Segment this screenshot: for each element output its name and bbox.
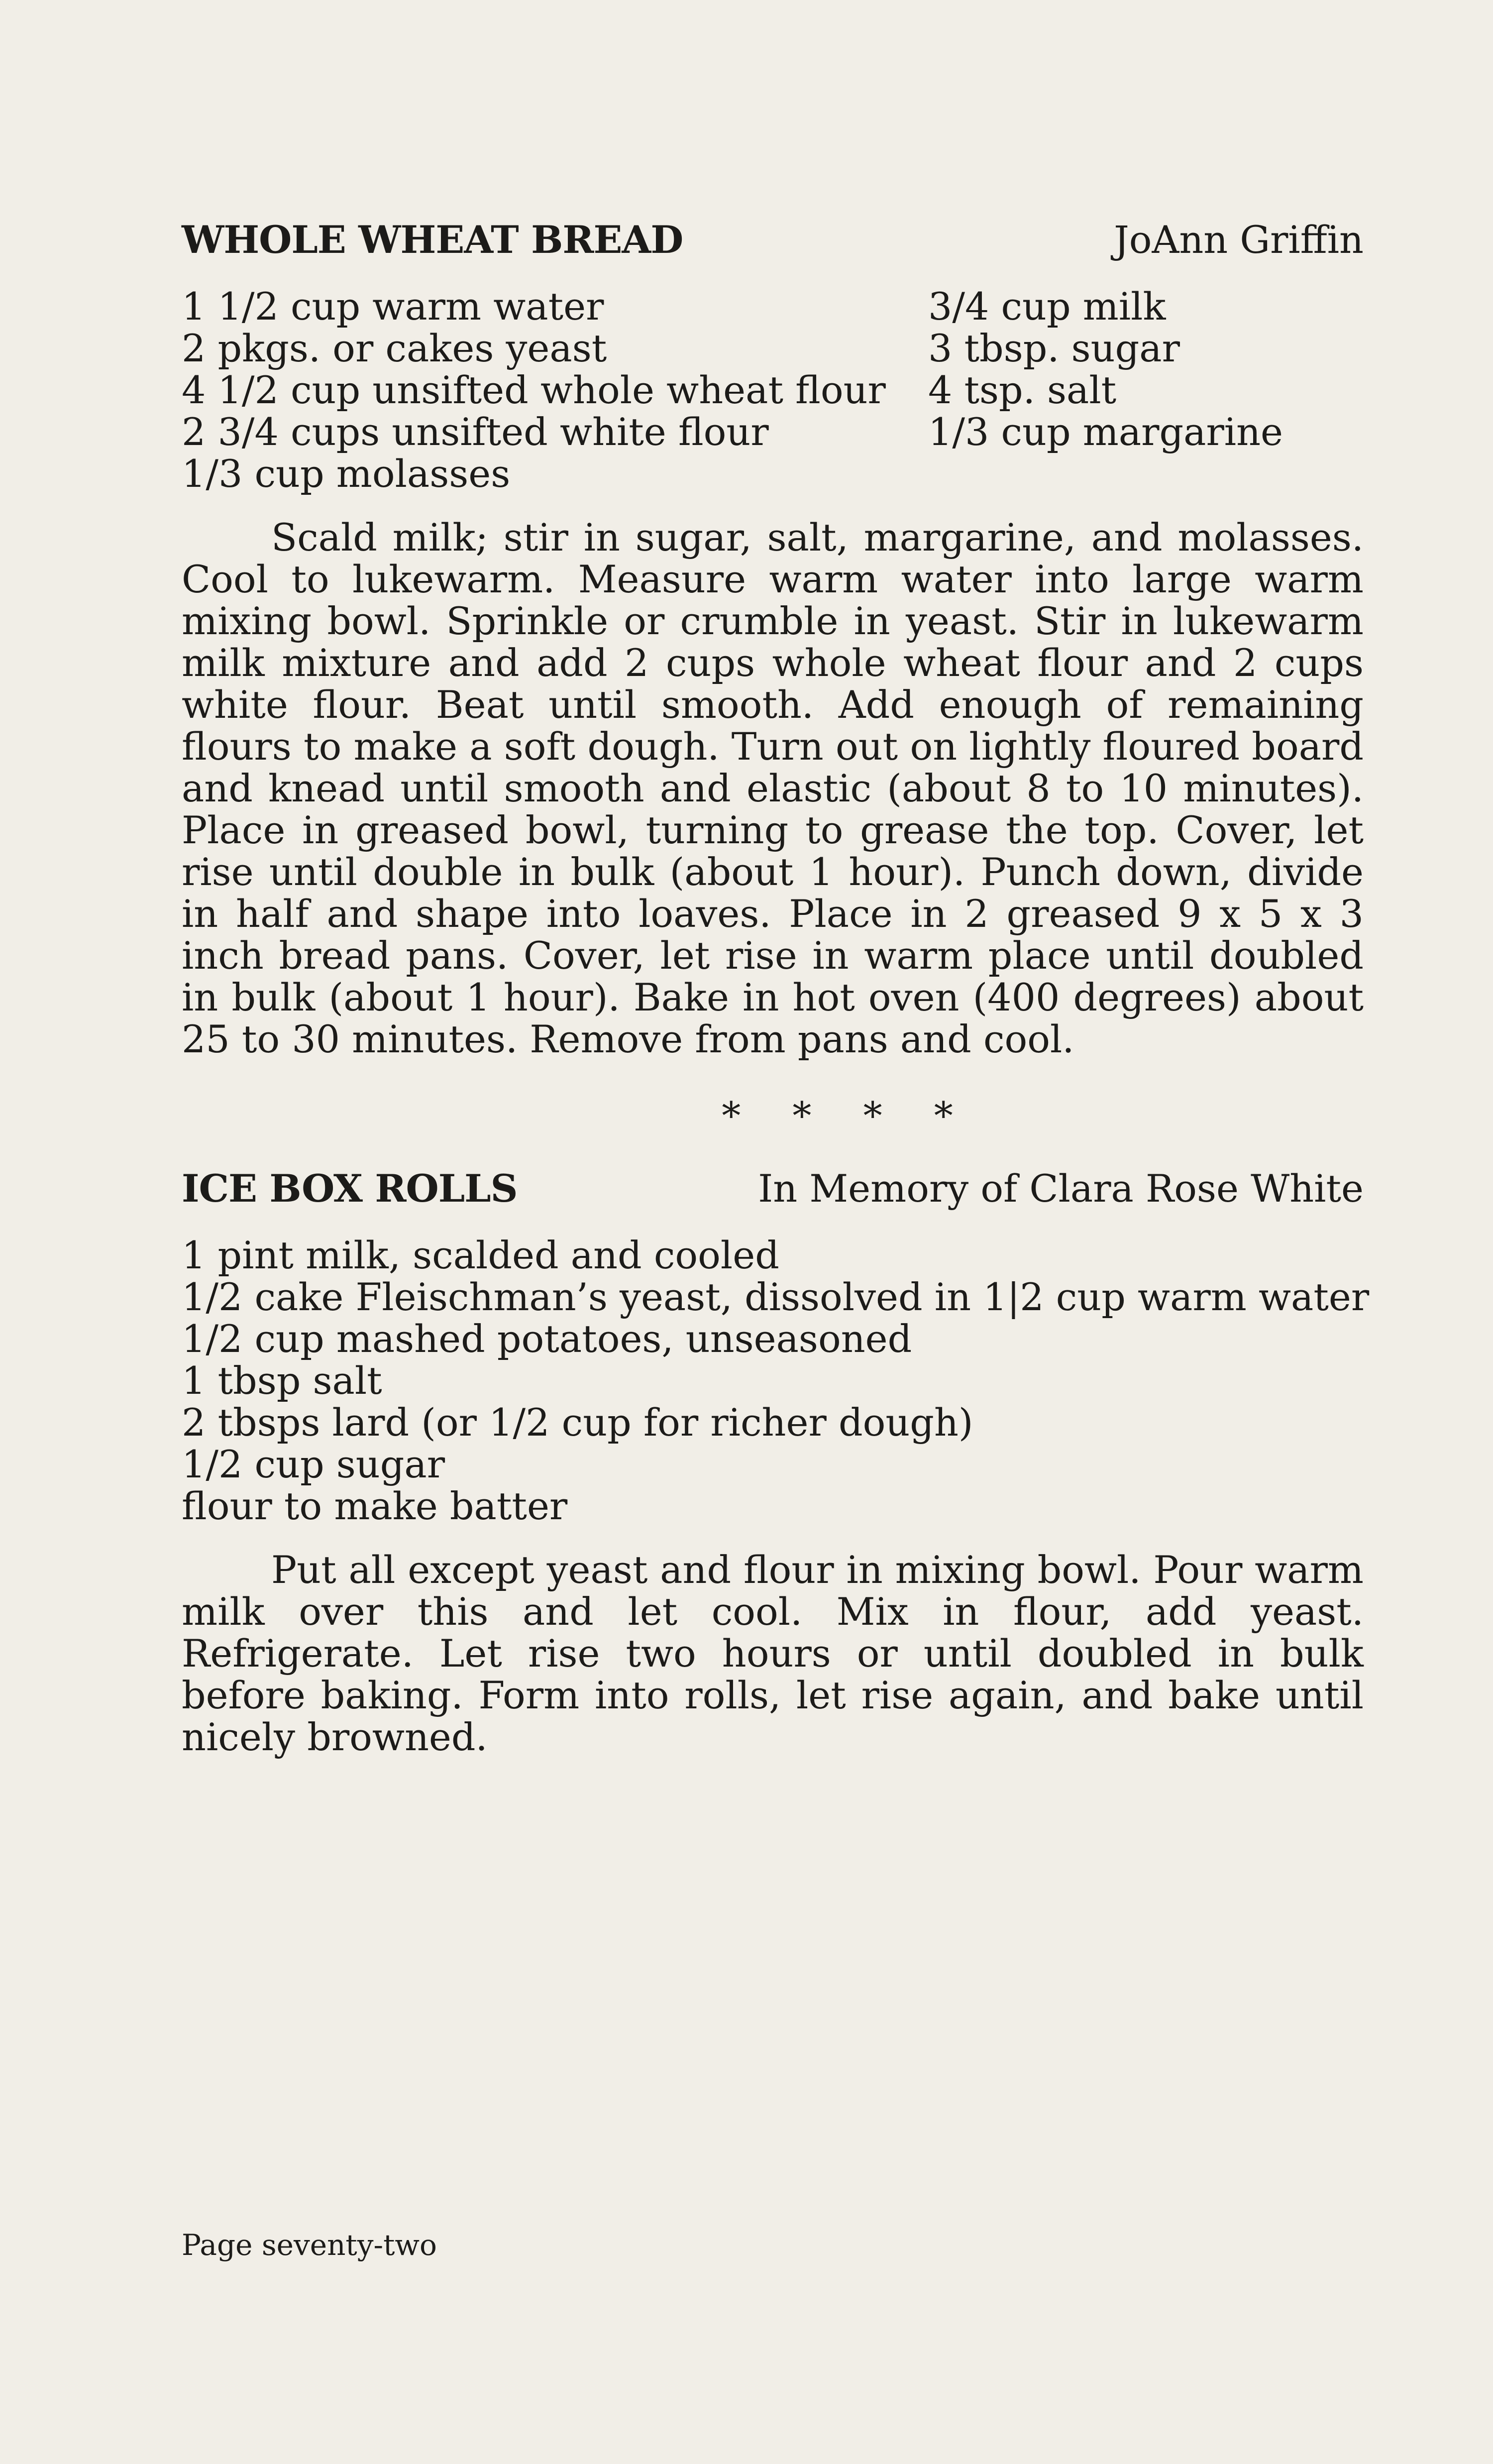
ingredient-list (182, 286, 1364, 495)
recipe-title: ICE BOX ROLLS (182, 1166, 518, 1211)
ingredient: 2 tbsps lard (or 1/2 cup for richer dough) (182, 1400, 973, 1445)
ingredient: 3/4 cup milk (928, 284, 1166, 329)
ingredient: 1 1/2 cup warm water (182, 284, 604, 329)
ingredient: 1 tbsp salt (182, 1358, 382, 1403)
ingredient: 2 3/4 cups unsifted white flour (182, 410, 769, 454)
ingredient-list (182, 1233, 1370, 1528)
ingredient: 2 pkgs. or cakes yeast (182, 326, 607, 370)
recipe-ice-box-rolls (182, 1164, 1370, 1759)
ingredient: 4 1/2 cup unsifted whole wheat flour (182, 368, 886, 412)
ingredient-column-left (182, 286, 928, 495)
ingredient: 1 pint milk, scalded and cooled (182, 1233, 779, 1277)
recipe-directions: Put all except yeast and flour in mixing bowl. Pour warm milk over this and let cool. Mix in flour, add yeast. Refrigerate. Let rise two hours or until doubled in bulk before baking. Form into rolls, let rise again, and bake until nicely browned. (182, 1548, 1364, 1759)
recipe-author: In Memory of Clara Rose White (758, 1166, 1364, 1211)
recipe-directions: Scald milk; stir in sugar, salt, margarine, and molasses. Cool to lukewarm. Measure warm water into large warm mixing bowl. Sprinkle or crumble in yeast. Stir in lukewarm milk mixture and add 2 cups whole wheat flour and 2 cups white flour. Beat until smooth. Add enough of remaining flours to make a soft dough. Turn out on lightly floured board and knead until smooth and elastic (about 8 to 10 minutes). Place in greased bowl, turning to grease the top. Cover, let rise until double in bulk (about 1 hour). Punch down, divide in half and shape into loaves. Place in 2 greased 9 x 5 x 3 inch bread pans. Cover, let rise in warm place until doubled in bulk (about 1 hour). Bake in hot oven (400 degrees) about 25 to 30 minutes. Remove from pans and cool. (182, 515, 1364, 1061)
recipe-title: WHOLE WHEAT BREAD (182, 218, 683, 262)
ingredient: 1/2 cup sugar (182, 1442, 445, 1486)
page-number: Page seventy-two (182, 2228, 437, 2262)
ingredient: 1/3 cup margarine (928, 410, 1283, 454)
recipe-whole-wheat-bread (182, 215, 1364, 1060)
ingredient: 1/3 cup molasses (182, 451, 511, 496)
ingredient: 1/2 cake Fleischman’s yeast, dissolved in 1|2 cup warm water (182, 1275, 1370, 1319)
ingredient: flour to make batter (182, 1484, 568, 1528)
ingredient-column-right (928, 286, 1364, 495)
ingredient: 3 tbsp. sugar (928, 326, 1180, 370)
recipe-header (182, 215, 1364, 265)
ingredient: 1/2 cup mashed potatoes, unseasoned (182, 1317, 912, 1361)
recipe-author: JoAnn Griffin (1114, 218, 1364, 262)
section-separator: * * * * (722, 1094, 973, 1138)
page-content (182, 215, 1370, 1759)
recipe-header (182, 1164, 1364, 1214)
ingredient: 4 tsp. salt (928, 368, 1117, 412)
